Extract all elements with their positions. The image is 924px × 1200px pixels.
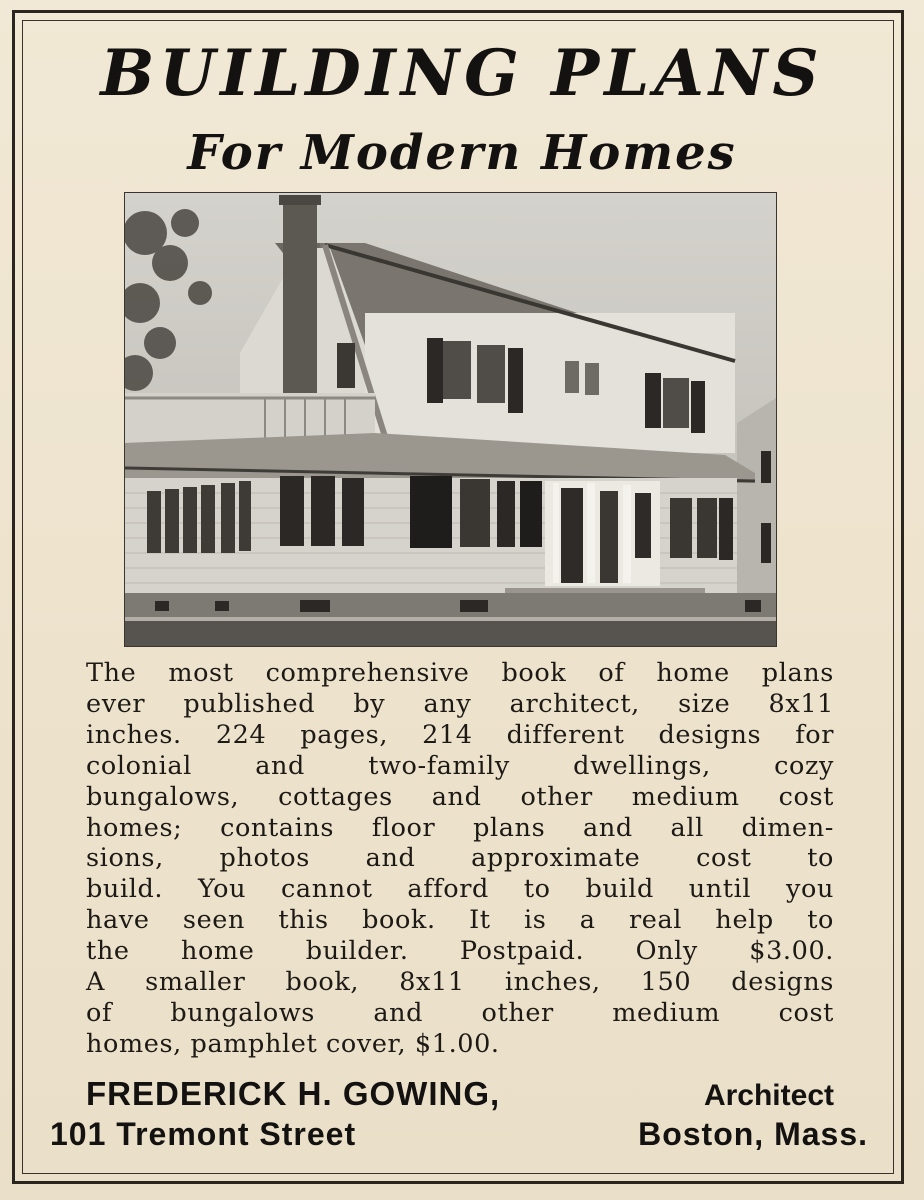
architect-signature [86,1075,834,1119]
body-line: A smaller book, 8x11 inches, 150 designs [86,967,834,998]
body-line: ever published by any architect, size 8x11 [86,688,834,719]
body-line: bungalows, cottages and other medium cost [86,781,834,812]
body-line: of bungalows and other medium cost [86,997,834,1028]
description-text [86,658,834,1060]
address-line [50,1116,868,1160]
body-line: homes, pamphlet cover, $1.00. [86,1028,500,1059]
subheadline: For Modern Homes [187,125,737,181]
body-line: sions, photos and approximate cost to [86,843,834,874]
body-line: build. You cannot afford to build until you [86,874,834,905]
body-line: inches. 224 pages, 214 different designs for [86,719,834,750]
body-line: the home builder. Postpaid. Only $3.00. [86,936,834,967]
architect-title: Architect [703,1079,834,1112]
headline: BUILDING PLANS [100,36,824,111]
body-line: homes; contains floor plans and all dimen- [86,812,834,843]
body-line: colonial and two-family dwellings, cozy [86,750,834,781]
body-line: The most comprehensive book of home plans [86,658,834,688]
house-photo [124,192,777,647]
city-address: Boston, Mass. [638,1116,868,1152]
architect-name: FREDERICK H. GOWING, [86,1075,501,1112]
body-line: have seen this book. It is a real help to [86,905,834,936]
street-address: 101 Tremont Street [50,1116,357,1152]
